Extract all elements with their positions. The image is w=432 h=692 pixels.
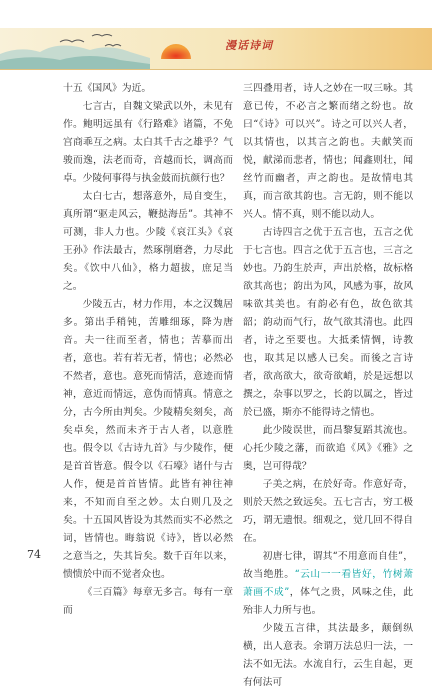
banner-divider (0, 69, 432, 70)
header-banner (0, 28, 432, 70)
setting-sun-icon (160, 39, 192, 59)
page-number: 74 (27, 548, 41, 561)
paragraph: 三四叠用者，诗人之妙在一叹三咏。其意已传，不必言之繁而绪之纷也。故曰“《诗》可以兴”。诗之可以兴人者，以其情也，以其言之韵也。夫献笑而悦，献涕而悲者，情也；闻鑫则壮，闻丝竹而幽者，声之韵也。是故情电其真，而言欲其韵也。言无韵，则不能以兴人。情不真，则不能以动人。 (243, 83, 413, 220)
paragraph: 《三百篇》每章无多言。每有一章而 (63, 587, 233, 616)
paragraph: 子美之病，在於好奇。作意好奇，则於天然之致远矣。五七言古，穷工极巧，谓无遗恨。细观之，觉几回不得自在。 (243, 479, 413, 544)
paragraph: 少陵五言律，其法最多，颠倒纵横，出人意表。余谓万法总归一法，一法不如无法。水流自行，云生自起，更有何法可 (243, 623, 413, 688)
paragraph: 十五《国风》为近。 (63, 83, 152, 94)
paragraph: 古诗四言之优于五言也，五言之优于七言也。四言之优于五言也，三言之妙也。乃韵生於声，声出於格，故标格欲其高也；韵出为风，风感为事，故风味欲其美也。有韵必有色，故色欲其韶；韵动而气行，故气欲其清也。此四者，诗之至要也。大抵柔情惆，诗教也，取其足以感人已矣。而後之言诗者，欲高欲大，欲奇欲峭，於是远想以撰之，杂事以罗之，长韵以属之，皆过於已盛，斯亦不能得诗之情也。 (243, 227, 413, 418)
paragraph: 七言古，自魏文梁武以外，未见有作。鲍明远虽有《行路难》诸篇，不免宫商乖互之病。太白其千古之雄乎？气骏而逸，法老而奇，音越而长，调高而卓。少陵何事得与执金鼓而抗颜行也？ (63, 101, 233, 184)
paragraph: 此少陵误世，而昌黎复蹈其流也。心托少陵之藩，而欲追《风》《雅》之奥，岂可得哉？ (243, 425, 413, 472)
right-text-column (243, 80, 413, 692)
paragraph: 太白七古，想落意外，局自变生，真所谓“驱走风云，鞭挞海岳”。其神不可测，非人力也。少陵《哀江头》《哀王孙》作法最古，然琢削磨砻，力尽此矣。《饮中八仙》，格力超拔，庶足当之。 (63, 191, 233, 292)
paragraph-with-emphasis: 初唐七律，谓其“不用意而自佳”，故当绝胜。“云山一一看皆好，竹树萧萧画不成”，体气之贵，风味之佳，此殆非人力所与也。 (243, 551, 414, 616)
left-text-column (63, 80, 233, 620)
highlighted-quote: “云山一一看皆好，竹树萧萧画不成” (243, 569, 413, 598)
section-title: 漫话诗词 (225, 39, 273, 52)
paragraph: 少陵五古，材力作用，本之汉魏居多。第出手稍钝，苦雕细琢，降为唐音。夫一往而至者，情也；苦摹而出者，意也。若有若无者，情也；必然必不然者，意也。意死而情活，意迹而情神，意近而情远，意伪而情真。情意之分，古今所由判矣。少陵精矣刻矣，高矣卓矣，然而未齐于古人者，以意胜也。假令以《古诗九首》与少陵作，便是首首皆意。假令以《石壕》诸什与古人作，便是首首皆情。此皆有神往神来，不知而自至之妙。太白则几及之矣。十五国风皆设为其然而实不必然之词，皆情也。晦翁说《诗》，皆以必然之意当之，失其旨矣。数千百年以来，愦愦於中而不觉者众也。 (63, 299, 233, 580)
mountain-landscape-illustration (0, 28, 432, 70)
